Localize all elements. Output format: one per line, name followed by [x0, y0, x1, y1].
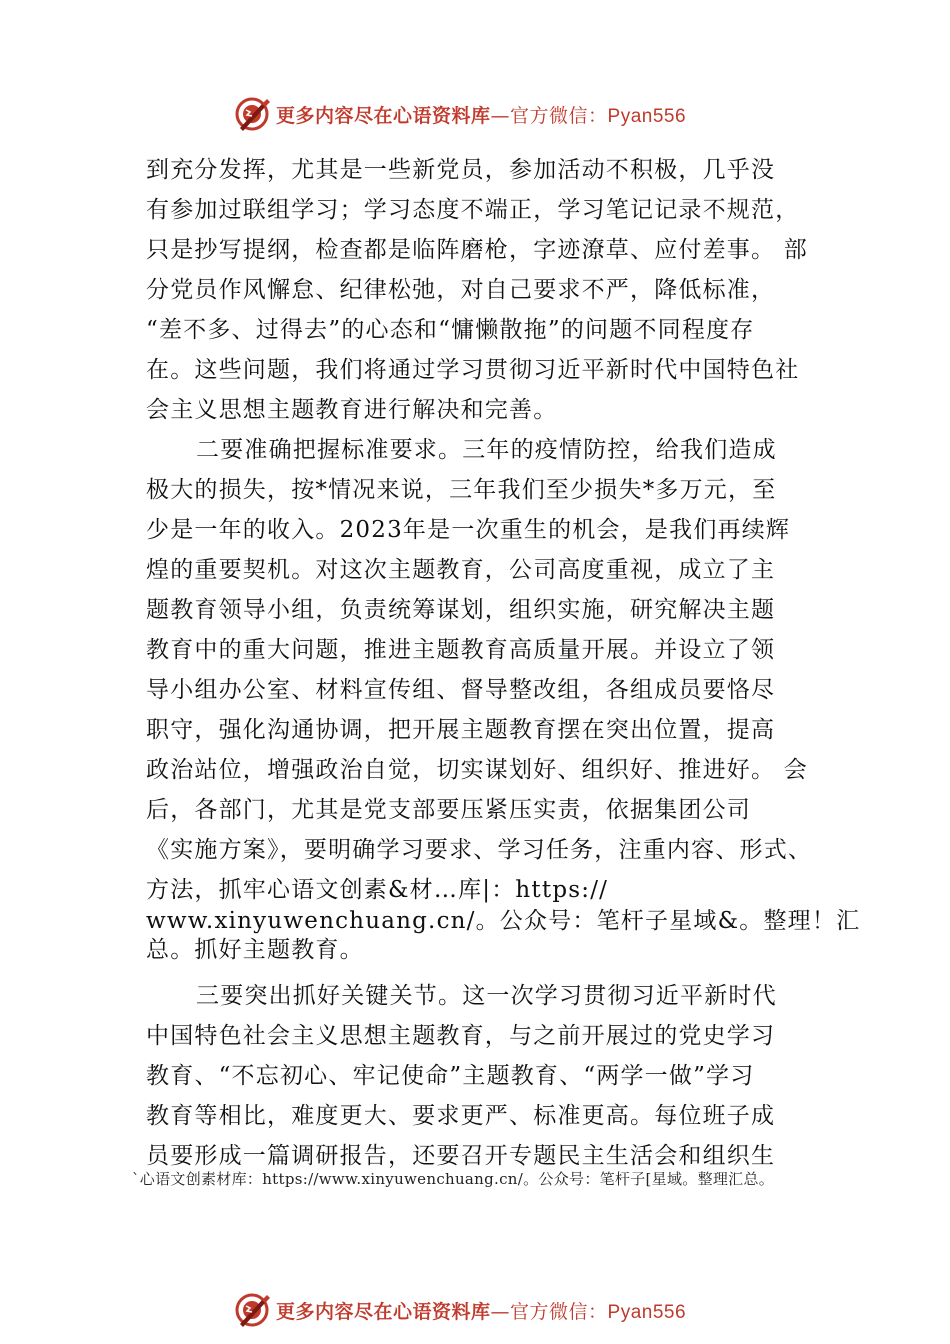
seal-logo-icon [232, 94, 272, 134]
footnote: `心语文创素材库：https://www.xinyuwenchuang.cn/。公众号：笔杆子[星域。整理汇总。 [132, 1170, 775, 1188]
body-line: 职守，强化沟通协调，把开展主题教育摆在突出位置，提高 [146, 717, 776, 743]
body-line: 煌的重要契机。对这次主题教育，公司高度重视，成立了主 [146, 557, 776, 583]
paragraph-start-line: 三要突出抓好关键关节。这一次学习贯彻习近平新时代 [196, 983, 777, 1009]
body-line: 政治站位，增强政治自觉，切实谋划好、组织好、推进好。 会 [146, 757, 808, 783]
banner-dash: — [490, 104, 511, 127]
body-line: 到充分发挥，尤其是一些新党员，参加活动不积极，几乎没 [146, 157, 776, 183]
banner-brand: 更多内容尽在心语资料库 [276, 104, 491, 127]
footer-banner [232, 1290, 686, 1330]
body-line: 会主义思想主题教育进行解决和完善。 [146, 397, 558, 423]
banner-wechat-label: 官方微信： [510, 1300, 608, 1323]
body-line: 总。抓好主题教育。 [146, 937, 364, 963]
body-line: 在。这些问题，我们将通过学习贯彻习近平新时代中国特色社 [146, 357, 800, 383]
body-line: 教育中的重大问题，推进主题教育高质量开展。并设立了领 [146, 637, 776, 663]
banner-wechat-id: Pyan556 [607, 105, 687, 127]
body-line: 分党员作风懈怠、纪律松弛，对自己要求不严，降低标准， [146, 277, 776, 303]
body-line: 只是抄写提纲，检查都是临阵磨枪，字迹潦草、应付差事。 部 [146, 237, 808, 263]
banner-brand: 更多内容尽在心语资料库 [276, 1300, 491, 1323]
body-line: 教育等相比，难度更大、要求更严、标准更高。每位班子成 [146, 1103, 776, 1129]
seal-logo-icon [232, 1290, 272, 1330]
body-line: 后，各部门，尤其是党支部要压紧压实责，依据集团公司 [146, 797, 751, 823]
body-line: 教育、“不忘初心、牢记使命”主题教育、“两学一做”学习 [146, 1063, 755, 1089]
body-line: 员要形成一篇调研报告，还要召开专题民主生活会和组织生 [146, 1143, 776, 1169]
body-line: 《实施方案》，要明确学习要求、学习任务，注重内容、形式、 [146, 837, 813, 863]
banner-text [276, 1297, 686, 1324]
body-line: 少是一年的收入。2023年是一次重生的机会，是我们再续辉 [146, 517, 791, 543]
banner-wechat-id: Pyan556 [607, 1301, 687, 1323]
paragraph-start-line: 二要准确把握标准要求。三年的疫情防控，给我们造成 [196, 437, 777, 463]
body-line: www.xinyuwenchuang.cn/。公众号：笔杆子星域&。整理！汇 [146, 908, 861, 934]
header-banner [232, 94, 686, 134]
document-body [146, 150, 861, 1176]
body-line: 有参加过联组学习；学习态度不端正，学习笔记记录不规范， [146, 197, 800, 223]
banner-text [276, 101, 686, 128]
body-line: 中国特色社会主义思想主题教育，与之前开展过的党史学习 [146, 1023, 776, 1049]
body-line: “差不多、过得去”的心态和“慵懒散拖”的问题不同程度存 [146, 317, 755, 343]
banner-dash: — [490, 1300, 511, 1323]
body-line: 导小组办公室、材料宣传组、督导整改组，各组成员要恪尽 [146, 677, 776, 703]
body-line: 方法，抓牢心语文创素&材…库|：https:// [146, 877, 609, 903]
body-line: 题教育领导小组，负责统筹谋划，组织实施，研究解决主题 [146, 597, 776, 623]
banner-wechat-label: 官方微信： [510, 104, 608, 127]
body-line: 极大的损失，按*情况来说，三年我们至少损失*多万元，至 [146, 477, 777, 503]
